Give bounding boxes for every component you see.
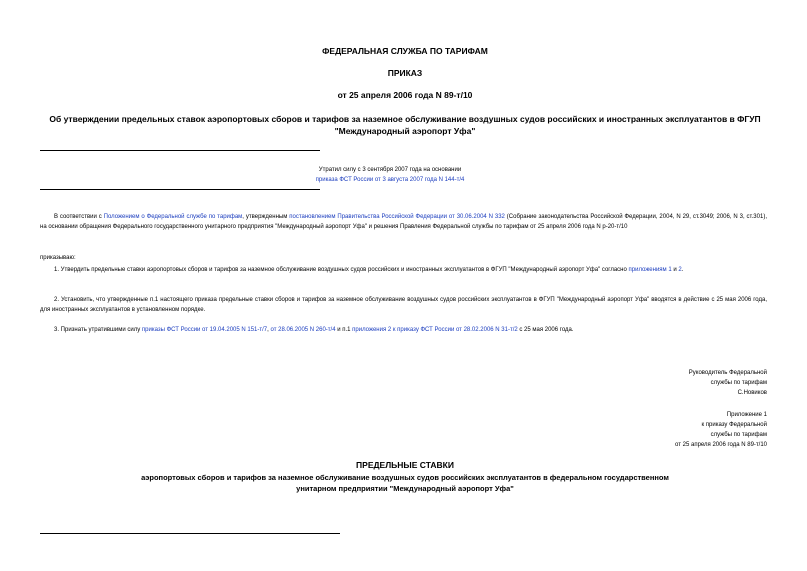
appendix-block [675, 410, 767, 450]
clause-1 [40, 265, 767, 275]
clause-3-text: 3. Признать утратившими силу [54, 327, 142, 333]
appendix-1-link[interactable]: приложениям 1 [628, 267, 672, 273]
signature-line-2: службы по тарифам [710, 380, 767, 386]
signature-block [689, 368, 767, 398]
order-31-link[interactable]: приложения 2 к приказу ФСТ России от 28.02.2006 N 31-т/2 [352, 327, 518, 333]
clause-2: 2. Установить, что утвержденные п.1 настоящего приказа предельные ставки сборов и тарифов за наземное обслуживание воздушных судов российских эксплуатантов в ФГУП "Международный аэропорт Уфа" вводятся в действие с 25 мая 2006 года, для иностранных эксплуатантов в установленном порядке. [40, 297, 767, 313]
order-260-link[interactable]: от 28.06.2005 N 260-т/4 [270, 327, 336, 333]
clause-3-end: с 25 мая 2006 года. [517, 327, 574, 333]
clause-3 [40, 325, 767, 335]
appendix-title: ПРЕДЕЛЬНЫЕ СТАВКИ [356, 460, 454, 470]
document-date-number: от 25 апреля 2006 года N 89-т/10 [337, 90, 473, 100]
document-type: ПРИКАЗ [387, 68, 423, 78]
appendix-subtitle: аэропортовых сборов и тарифов за наземное обслуживание воздушных судов российских эксплуатантов в федеральном государственном унитарном предприятии "Международный аэропорт Уфа" [141, 473, 669, 493]
appendix-line-2: к приказу Федеральной [701, 422, 767, 428]
divider-top [40, 150, 320, 151]
divider-bottom [40, 189, 320, 190]
clause-3-sep: , [267, 327, 271, 333]
appendix-line-3: службы по тарифам [710, 432, 767, 438]
order-word: приказываю: [40, 255, 76, 261]
preamble-text-mid: , утвержденным [242, 214, 290, 220]
clause-3-mid: и п.1 [335, 327, 353, 333]
agency-heading: ФЕДЕРАЛЬНАЯ СЛУЖБА ПО ТАРИФАМ [322, 46, 488, 56]
clause-1-text: 1. Утвердить предельные ставки аэропортовых сборов и тарифов за наземное обслуживание воздушных судов российских и иностранных эксплуатантов в ФГУП "Международный аэропорт Уфа" согласно [54, 267, 629, 273]
preamble-text: В соответствии с [54, 214, 104, 220]
clause-1-and: и [671, 267, 679, 273]
revocation-note-text: Утратил силу с 3 сентября 2007 года на основании [318, 167, 462, 173]
revocation-link[interactable]: приказа ФСТ России от 3 августа 2007 года N 144-т/4 [315, 177, 465, 183]
appendix-2-link[interactable]: 2 [678, 267, 682, 273]
revocation-note [300, 165, 480, 185]
preamble-text-end: (Собрание законодательства Российской Федерации, 2004, N 29, ст.3049; 2006, N 3, ст.301), на основании обращения Федерального государственного унитарного предприятия "Международный аэропорт Уфа" и решения Правления Федеральной службы по тарифам от 25 апреля 2006 года N р-20-т/10 [40, 214, 767, 230]
document-title: Об утверждении предельных ставок аэропортовых сборов и тарифов за наземное обслуживание воздушных судов российских и иностранных эксплуатантов в ФГУП "Международный аэропорт Уфа" [49, 114, 761, 136]
appendix-line-4: от 25 апреля 2006 года N 89-т/10 [675, 442, 767, 448]
preamble-paragraph [40, 212, 767, 232]
order-151-link[interactable]: приказы ФСТ России от 19.04.2005 N 151-т/7 [141, 327, 268, 333]
government-decree-link[interactable]: постановлением Правительства Российской Федерации от 30.06.2004 N 332 [289, 214, 505, 220]
clause-1-end: . [681, 267, 684, 273]
divider-footer [40, 533, 340, 534]
signature-name: С.Новиков [737, 390, 767, 396]
regulation-link[interactable]: Положением о Федеральной службе по тарифам [103, 214, 243, 220]
appendix-line-1: Приложение 1 [726, 412, 767, 418]
signature-line-1: Руководитель Федеральной [688, 370, 767, 376]
